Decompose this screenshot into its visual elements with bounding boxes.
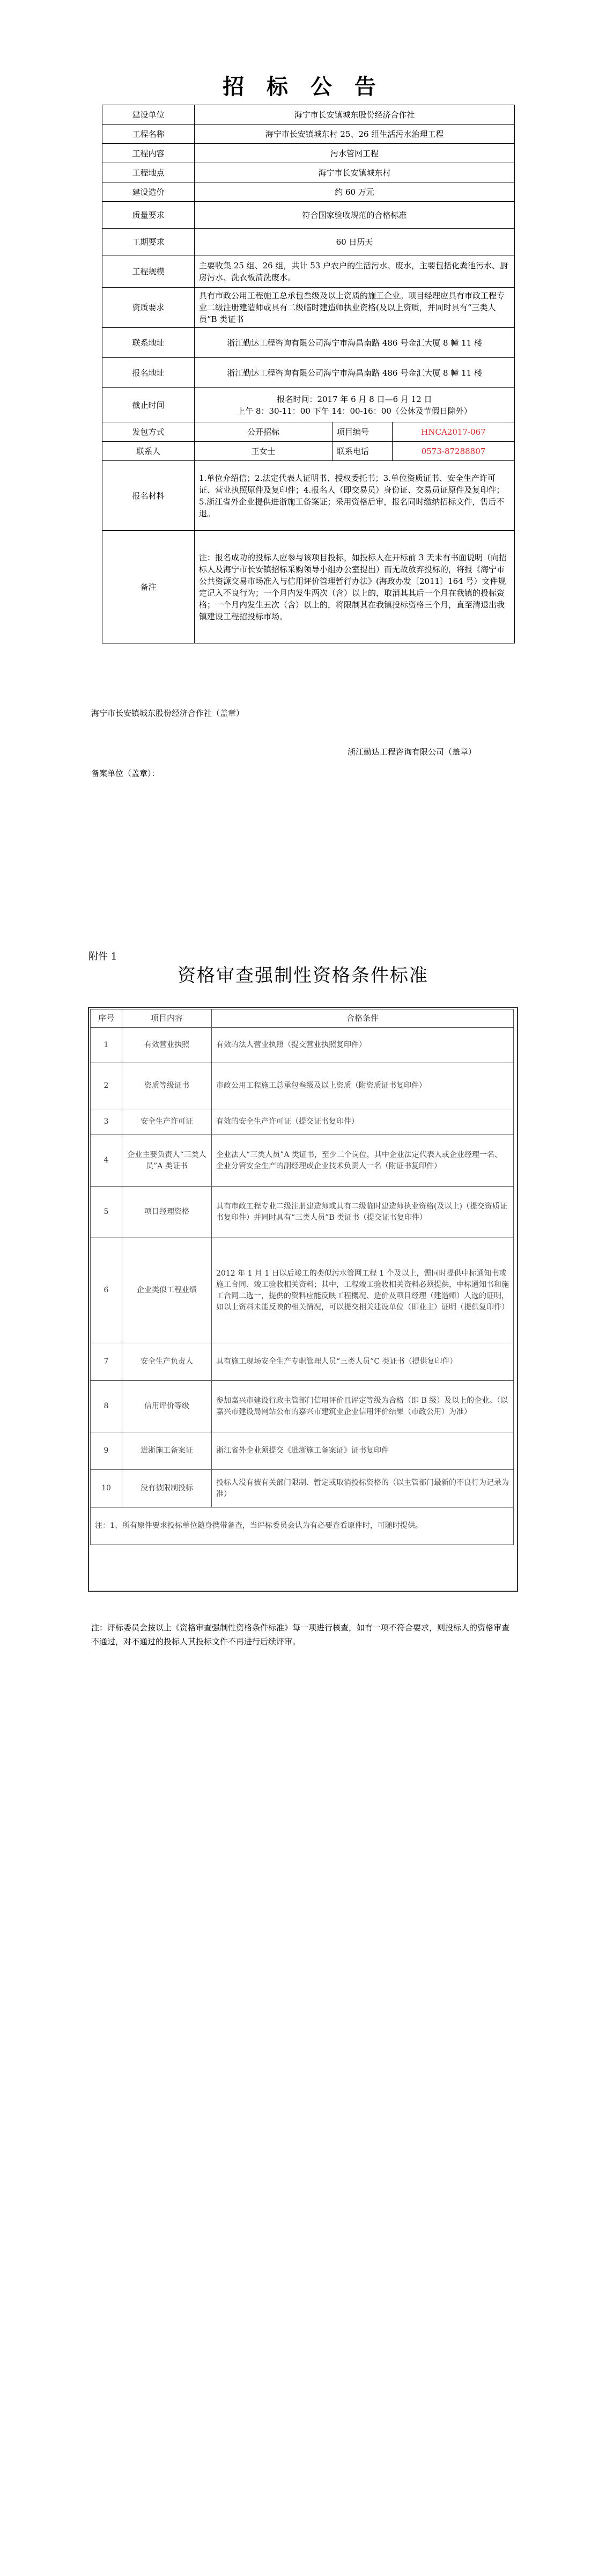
row-no: 10 (91, 1470, 122, 1507)
label-content: 工程内容 (102, 144, 195, 163)
agent-signature: 浙江勤达工程咨询有限公司（盖章） (348, 747, 477, 757)
value-scale: 主要收集 25 组、26 组，共计 53 户农户的生活污水、废水，主要包括化粪池污水、厨房污水、洗衣板清洗废水。 (195, 255, 515, 288)
row-item: 安全生产许可证 (122, 1109, 212, 1135)
value-note: 注：报名成功的投标人应参与该项目投标，如投标人在开标前 3 天未有书面说明（向招标人及海宁市长安镇招标采购领导小组办公室提出）而无故放弃投标的，将报《海宁市公共资源交易市场准入与信用评价管理暂行办法》(海政办发〔2011〕164 号）文件规定记入不良行为；一个月内发生两次（含）以上的，取消其其后一个月在我镇的投标资格；一个月内发生五次（含）以上的，将限制其在我镇投标资格三个月，直至清退出我镇建设工程招投标市场。 (195, 531, 515, 643)
row-content: 市政公用工程施工总承包叁级及以上资质（附资质证书复印件） (212, 1063, 514, 1109)
row-content: 企业法人“三类人员”A 类证书，至少二个岗位，其中企业法定代表人或企业经理一名、企业分管安全生产的副经理或企业技术负责人一名（附证书复印件） (212, 1135, 514, 1187)
row-content: 具有施工现场安全生产专职管理人员“三类人员”C 类证书（提供复印件） (212, 1343, 514, 1381)
label-project-no: 项目编号 (332, 422, 393, 442)
row-content: 有效的法人营业执照（提交营业执照复印件） (212, 1028, 514, 1063)
row-item: 资质等级证书 (122, 1063, 212, 1109)
value-cost: 约 60 万元 (195, 182, 515, 202)
label-note: 备注 (102, 531, 195, 643)
table-row (91, 1343, 514, 1381)
value-period: 60 日历天 (195, 229, 515, 255)
row-item: 没有被限制投标 (122, 1470, 212, 1507)
filing-signature: 备案单位（盖章）： (91, 769, 160, 778)
head-content: 合格条件 (212, 1009, 514, 1028)
row-no: 7 (91, 1343, 122, 1381)
label-quality: 质量要求 (102, 202, 195, 229)
value-phone: 0573-87288807 (393, 442, 515, 461)
deadline-line-1: 报名时间：2017 年 6 月 8 日—6 月 12 日 (277, 394, 432, 404)
annex-footnote: 注：1、所有原件要求投标单位随身携带备查，当评标委员会认为有必要查看原件时，可随时提供。 (91, 1507, 514, 1545)
annex-title: 资格审查强制性资格条件标准 (178, 965, 428, 986)
label-cost: 建设造价 (102, 182, 195, 202)
label-deadline: 截止时间 (102, 388, 195, 422)
label-contact: 联系人 (102, 442, 195, 461)
bottom-note: 注：评标委员会按以上《资格审查强制性资格条件标准》每一项进行核查，如有一项不符合要求，则投标人的资格审查不通过，对不通过的投标人其投标文件不再进行后续评审。 (91, 1623, 510, 1646)
row-content: 具有市政工程专业二级注册建造师或具有二级临时建造师执业资格(及以上)（提交资质证书复印件）并同时具有“三类人员”B 类证书（提交证书复印件） (212, 1187, 514, 1238)
row-no: 3 (91, 1109, 122, 1135)
row-no: 9 (91, 1432, 122, 1470)
row-item: 安全生产负责人 (122, 1343, 212, 1381)
label-scale: 工程规模 (102, 255, 195, 288)
label-registration: 报名地址 (102, 358, 195, 388)
row-item: 有效营业执照 (122, 1028, 212, 1063)
table-row (91, 1432, 514, 1470)
row-item: 企业主要负责人“三类人员”A 类证书 (122, 1135, 212, 1187)
label-phone: 联系电话 (332, 442, 393, 461)
table-row (91, 1109, 514, 1135)
value-registration: 浙江勤达工程咨询有限公司海宁市海昌南路 486 号金汇大厦 8 幢 11 楼 (195, 358, 515, 388)
value-method: 公开招标 (195, 422, 332, 442)
label-method: 发包方式 (102, 422, 195, 442)
value-quality: 符合国家验收规范的合格标准 (195, 202, 515, 229)
value-location: 海宁市长安镇城东村 (195, 163, 515, 182)
row-item: 信用评价等级 (122, 1381, 212, 1432)
row-content: 投标人没有被有关部门限制、暂定或取消投标资格的（以主管部门最新的不良行为记录为准） (212, 1470, 514, 1507)
value-requirements: 具有市政公用工程施工总承包叁级及以上资质的施工企业。项目经理应具有市政工程专业二级注册建造师或具有二级临时建造师执业资格(及以上资质，并同时具有“三类人员”B 类证书 (195, 288, 515, 328)
qualification-table (90, 1009, 514, 1545)
label-address: 联系地址 (102, 328, 195, 358)
owner-signature: 海宁市长安镇城东股份经济合作社（盖章） (91, 708, 245, 718)
table-row (91, 1135, 514, 1187)
table-row (91, 1470, 514, 1507)
row-content: 2012 年 1 月 1 日以后竣工的类似污水管网工程 1 个及以上，需同时提供中标通知书或施工合同、竣工验收相关资料；其中，工程竣工验收相关资料必须提供，中标通知书和施工合同二选一，提供的资料应能反映工程概况、造价及项目经理（建造师）人选的证明，如以上资料未能反映的相关情况，可以提交相关建设单位（即业主）证明（提供复印件） (212, 1238, 514, 1343)
label-unit: 建设单位 (102, 105, 195, 125)
page-title: 招 标 公 告 (223, 75, 383, 99)
row-content: 有效的安全生产许可证（提交证书复印件） (212, 1109, 514, 1135)
value-deadline (195, 388, 515, 422)
head-item: 项目内容 (122, 1009, 212, 1028)
label-name: 工程名称 (102, 125, 195, 144)
value-project-no: HNCA2017-067 (393, 422, 515, 442)
deadline-line-2: 上午 8：30-11：00 下午 14：00-16：00（公休及节假日除外） (237, 406, 472, 416)
table-row (91, 1381, 514, 1432)
head-no: 序号 (91, 1009, 122, 1028)
table-row (91, 1028, 514, 1063)
table-row (91, 1187, 514, 1238)
label-location: 工程地点 (102, 163, 195, 182)
label-materials: 报名材料 (102, 461, 195, 531)
label-requirements: 资质要求 (102, 288, 195, 328)
label-period: 工期要求 (102, 229, 195, 255)
row-content: 浙江省外企业须提交《进浙施工备案证》证书复印件 (212, 1432, 514, 1470)
row-item: 企业类似工程业绩 (122, 1238, 212, 1343)
row-content: 参加嘉兴市建设行政主管部门信用评价且评定等级为合格（即 B 级）及以上的企业。（以嘉兴市建设局网站公布的嘉兴市建筑业企业信用评价结果（市政公用）为准） (212, 1381, 514, 1432)
value-unit: 海宁市长安镇城东股份经济合作社 (195, 105, 515, 125)
table-row (91, 1063, 514, 1109)
row-no: 8 (91, 1381, 122, 1432)
row-no: 6 (91, 1238, 122, 1343)
value-materials: 1.单位介绍信；2.法定代表人证明书、授权委托书；3.单位资质证书、安全生产许可证、营业执照原件及复印件；4.报名人（即交易员）身份证、交易员证原件及复印件；5.浙江省外企业提供进浙施工备案证；采用资格后审，报名同时缴纳招标文件，售后不退。 (195, 461, 515, 531)
row-item: 项目经理资格 (122, 1187, 212, 1238)
value-address: 浙江勤达工程咨询有限公司海宁市海昌南路 486 号金汇大厦 8 幢 11 楼 (195, 328, 515, 358)
annex-label: 附件 1 (88, 951, 117, 962)
table-row (91, 1238, 514, 1343)
row-no: 2 (91, 1063, 122, 1109)
row-no: 1 (91, 1028, 122, 1063)
value-content: 污水管网工程 (195, 144, 515, 163)
value-contact: 王女士 (195, 442, 332, 461)
row-no: 5 (91, 1187, 122, 1238)
value-name: 海宁市长安镇城东村 25、26 组生活污水治理工程 (195, 125, 515, 144)
row-no: 4 (91, 1135, 122, 1187)
row-item: 进浙施工备案证 (122, 1432, 212, 1470)
tender-info-table (102, 105, 515, 643)
